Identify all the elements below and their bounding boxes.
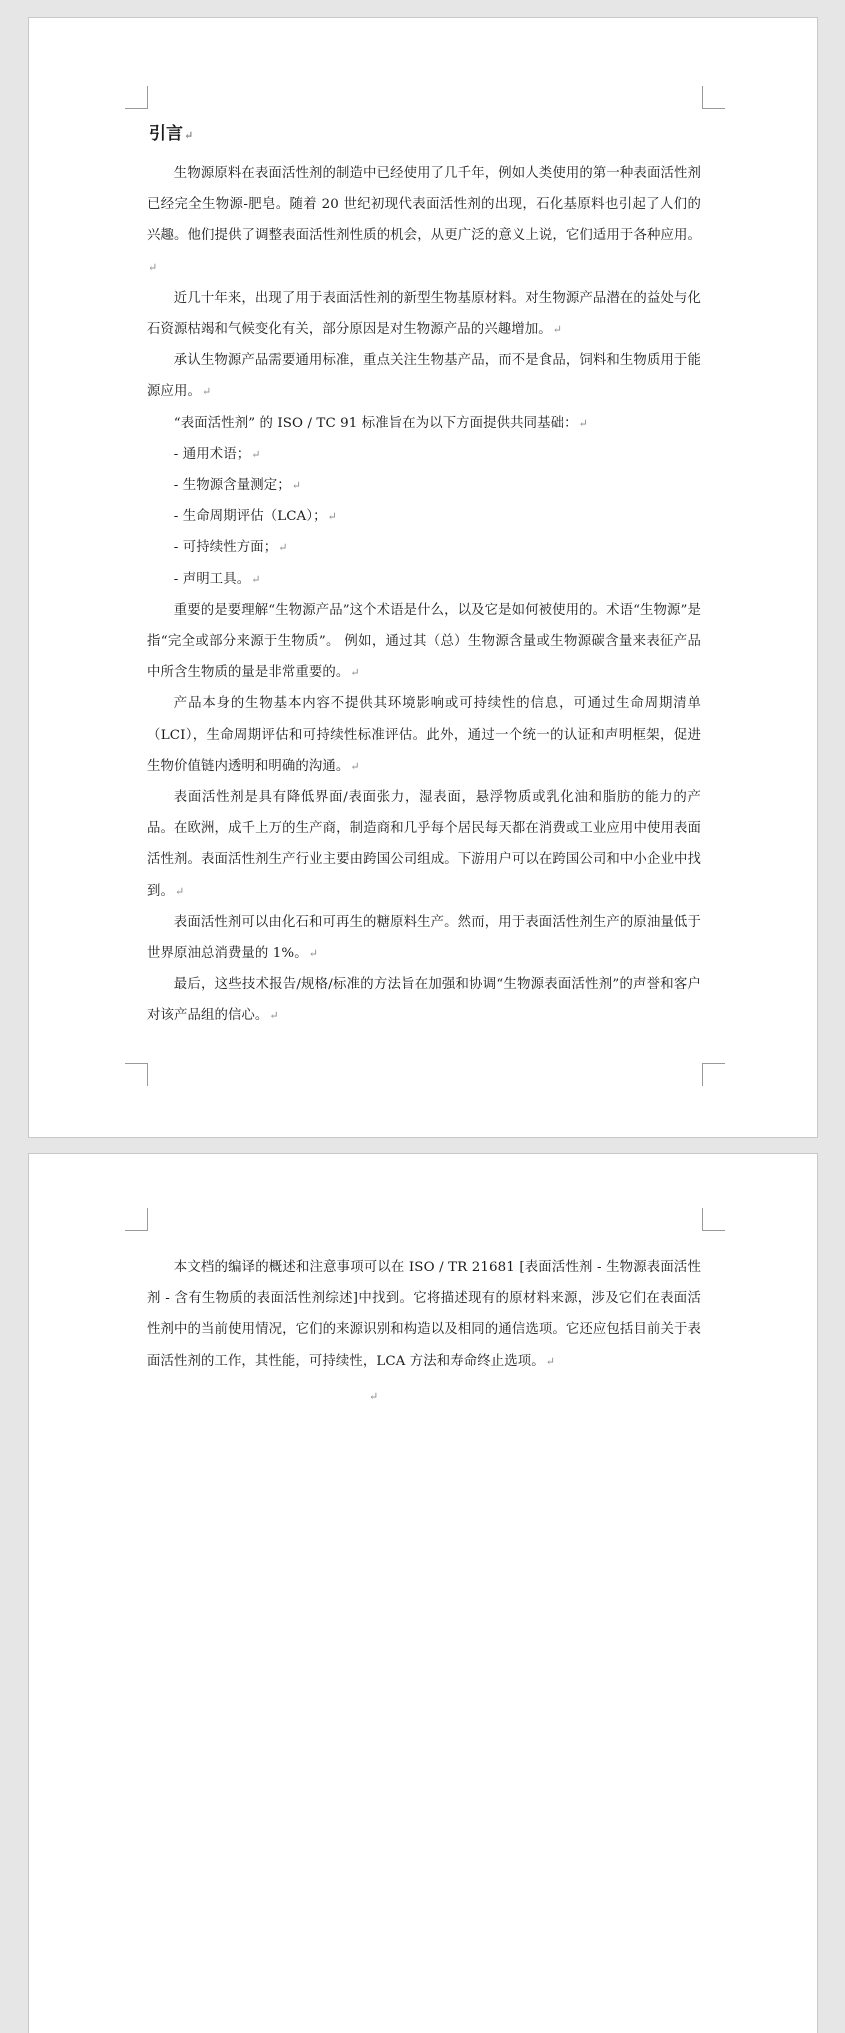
paragraph-mark: ↵ [201,385,212,399]
paragraph[interactable]: 近几十年来，出现了用于表面活性剂的新型生物基原材料。对生物源产品潜在的益处与化石资源枯竭和气候变化有关，部分原因是对生物源产品的兴趣增加。↵ [147,290,701,338]
margin-corner-top-left [125,86,148,109]
list-item[interactable]: - 生物源含量测定；↵ [173,478,302,494]
paragraph-mark: ↵ [350,666,360,680]
paragraph-mark: ↵ [251,572,261,586]
paragraph[interactable]: 表面活性剂是具有降低界面/表面张力，湿表面，悬浮物质或乳化油和脂肪的能力的产品。在欧洲，成千上万的生产商，制造商和几乎每个居民每天都在消费或工业应用中使用表面活性剂。表面活性剂生产行业主要由跨国公司组成。下游用户可以在跨国公司和中小企业中找到。↵ [147,790,701,899]
paragraph-mark: ↵ [327,510,337,524]
margin-corner-bottom-right [702,1063,725,1086]
paragraph[interactable]: 产品本身的生物基本内容不提供其环境影响或可持续性的信息，可通过生命周期清单（LCI），生命周期评估和可持续性标准评估。此外，通过一个统一的认证和声明框架，促进生物价值链内透明和明确的沟通。↵ [147,696,701,774]
paragraph-mark: ↵ [291,479,302,493]
document-page-1[interactable] [28,17,818,1138]
paragraph-mark: ↵ [308,947,319,961]
list-item[interactable]: - 可持续性方面；↵ [173,540,288,556]
margin-corner-top-left [125,1208,148,1231]
document-page-2[interactable] [28,1153,818,2033]
paragraph-mark: ↵ [578,416,588,430]
paragraph-mark: ↵ [184,129,194,142]
paragraph-mark: ↵ [552,323,563,337]
paragraph[interactable]: 表面活性剂可以由化石和可再生的糖原料生产。然而，用于表面活性剂生产的原油量低于世界原油总消费量的 1%。↵ [147,914,701,962]
paragraph[interactable]: “表面活性剂” 的 ISO / TC 91 标准旨在为以下方面提供共同基础：↵ [173,415,588,431]
list-item[interactable]: - 声明工具。↵ [173,571,261,587]
list-item[interactable]: - 通用术语；↵ [173,446,261,462]
page-1-body[interactable] [147,122,701,1032]
paragraph-mark: ↵ [369,1390,379,1403]
paragraph[interactable]: 最后，这些技术报告/规格/标准的方法旨在加强和协调“生物源表面活性剂”的声誉和客户对该产品组的信心。↵ [147,977,701,1024]
paragraph-mark: ↵ [174,884,185,898]
paragraph[interactable]: 生物源原料在表面活性剂的制造中已经使用了几千年，例如人类使用的第一种表面活性剂已经完全生物源-肥皂。随着 20 世纪初现代表面活性剂的出现，石化基原料也引起了人们的兴趣。他们提供了调整表面活性剂性质的机会，从更广泛的意义上说，它们适用于各种应用。↵ [147,166,701,274]
paragraph[interactable]: 本文档的编译的概述和注意事项可以在 ISO / TR 21681 [表面活性剂 - 生物源表面活性剂 - 含有生物质的表面活性剂综述]中找到。它将描述现有的原材料来源，涉及它们在表面活性剂中的当前使用情况，它们的来源识别和构造以及相同的通信选项。它还应包括目前关于表面活性剂的工作，其性能，可持续性，LCA 方法和寿命终止选项。↵ [147,1260,701,1369]
section-heading: 引言↵ [149,124,194,144]
paragraph-mark: ↵ [545,1354,556,1368]
margin-corner-top-right [702,86,725,109]
list-item[interactable]: - 生命周期评估（LCA）；↵ [173,509,337,525]
paragraph-mark: ↵ [148,260,158,274]
paragraph[interactable]: 承认生物源产品需要通用标准，重点关注生物基产品，而不是食品，饲料和生物质用于能源应用。↵ [147,353,701,400]
page-2-body[interactable] [147,1252,701,1377]
margin-corner-bottom-left [125,1063,148,1086]
paragraph[interactable]: 重要的是要理解“生物源产品”这个术语是什么，以及它是如何被使用的。术语“生物源”是指“完全或部分来源于生物质”。 例如，通过其（总）生物源含量或生物源碳含量来表征产品中所含生物质的量是非常重要的。↵ [147,602,701,681]
paragraph-mark: ↵ [350,759,360,773]
paragraph-mark: ↵ [278,541,288,555]
margin-corner-top-right [702,1208,725,1231]
paragraph-mark: ↵ [269,1009,279,1023]
paragraph-mark: ↵ [251,447,261,461]
